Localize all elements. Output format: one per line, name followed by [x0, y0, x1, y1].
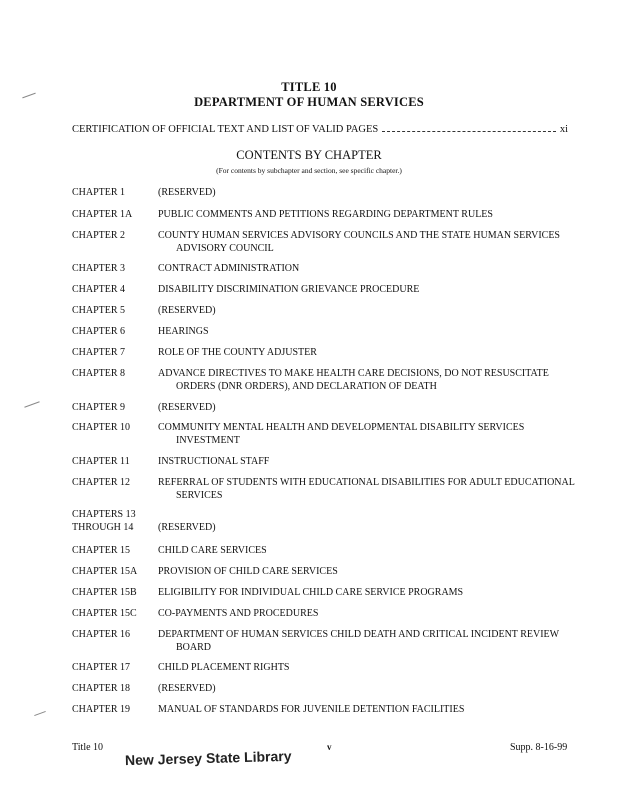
contents-note: (For contents by subchapter and section, see specific chapter.)	[216, 166, 402, 175]
chapter-title: DEPARTMENT OF HUMAN SERVICES CHILD DEATH AND CRITICAL INCIDENT REVIEW BOARD	[158, 629, 559, 653]
chapter-number: CHAPTERS 13 THROUGH 14	[72, 509, 136, 533]
chapter-title: COUNTY HUMAN SERVICES ADVISORY COUNCILS AND THE STATE HUMAN SERVICES ADVISORY COUNCIL	[158, 230, 560, 254]
chapter-number: CHAPTER 16	[72, 629, 131, 640]
chapter-title: MANUAL OF STANDARDS FOR JUVENILE DETENTION FACILITIES	[158, 704, 465, 715]
scan-mark	[24, 401, 39, 407]
chapter-title: ADVANCE DIRECTIVES TO MAKE HEALTH CARE DECISIONS, DO NOT RESUSCITATE ORDERS (DNR ORDERS), AND DECLARATION OF DEATH	[158, 368, 549, 392]
chapter-title: PUBLIC COMMENTS AND PETITIONS REGARDING DEPARTMENT RULES	[158, 209, 493, 220]
scan-mark	[34, 711, 46, 716]
title-number: TITLE 10	[281, 80, 337, 94]
chapter-title: REFERRAL OF STUDENTS WITH EDUCATIONAL DISABILITIES FOR ADULT EDUCATIONAL SERVICES	[158, 477, 575, 501]
chapter-title: CONTRACT ADMINISTRATION	[158, 263, 300, 274]
chapter-title: ELIGIBILITY FOR INDIVIDUAL CHILD CARE SERVICE PROGRAMS	[158, 587, 464, 598]
chapter-title: CHILD CARE SERVICES	[158, 545, 267, 556]
chapter-number: CHAPTER 15A	[72, 566, 138, 577]
chapter-number: CHAPTER 10	[72, 422, 131, 433]
certification-line	[72, 124, 568, 135]
certification-page: xi	[559, 124, 568, 135]
chapter-title: (RESERVED)	[158, 305, 216, 316]
chapter-title: (RESERVED)	[158, 683, 216, 694]
chapter-title: COMMUNITY MENTAL HEALTH AND DEVELOPMENTAL DISABILITY SERVICES INVESTMENT	[158, 422, 525, 446]
chapter-number: CHAPTER 12	[72, 477, 131, 488]
chapter-number: CHAPTER 5	[72, 305, 126, 316]
chapter-number: CHAPTER 8	[72, 368, 126, 379]
department-title: DEPARTMENT OF HUMAN SERVICES	[194, 95, 424, 109]
chapter-number: CHAPTER 18	[72, 683, 131, 694]
chapter-number: CHAPTER 7	[72, 347, 126, 358]
chapter-title: (RESERVED)	[158, 402, 216, 413]
chapter-title: (RESERVED)	[158, 522, 216, 533]
chapter-number: CHAPTER 19	[72, 704, 131, 715]
chapter-number: CHAPTER 15B	[72, 587, 137, 598]
certification-text: CERTIFICATION OF OFFICIAL TEXT AND LIST OF VALID PAGES	[72, 124, 379, 135]
chapter-title: DISABILITY DISCRIMINATION GRIEVANCE PROCEDURE	[158, 284, 420, 295]
chapter-number: CHAPTER 3	[72, 263, 126, 274]
chapter-title: INSTRUCTIONAL STAFF	[158, 456, 270, 467]
chapter-number: CHAPTER 1A	[72, 209, 133, 220]
chapter-title: (RESERVED)	[158, 187, 216, 198]
dot-leader	[382, 131, 556, 132]
chapter-number: CHAPTER 15	[72, 545, 131, 556]
footer-supplement-date: Supp. 8-16-99	[510, 742, 568, 753]
chapter-title: PROVISION OF CHILD CARE SERVICES	[158, 566, 338, 577]
library-stamp: New Jersey State Library	[124, 747, 292, 769]
chapter-number: CHAPTER 4	[72, 284, 126, 295]
chapter-number: CHAPTER 6	[72, 326, 126, 337]
chapter-title: ROLE OF THE COUNTY ADJUSTER	[158, 347, 317, 358]
chapter-number: CHAPTER 11	[72, 456, 130, 467]
chapter-number: CHAPTER 1	[72, 187, 126, 198]
footer-page-number: v	[327, 742, 332, 752]
footer-title: Title 10	[72, 742, 104, 753]
chapter-number: CHAPTER 9	[72, 402, 126, 413]
contents-heading: CONTENTS BY CHAPTER	[236, 148, 382, 162]
chapter-number: CHAPTER 17	[72, 662, 131, 673]
chapter-title: CHILD PLACEMENT RIGHTS	[158, 662, 290, 673]
chapter-number: CHAPTER 2	[72, 230, 126, 241]
chapter-number: CHAPTER 15C	[72, 608, 137, 619]
chapter-title: HEARINGS	[158, 326, 209, 337]
chapter-title: CO-PAYMENTS AND PROCEDURES	[158, 608, 319, 619]
